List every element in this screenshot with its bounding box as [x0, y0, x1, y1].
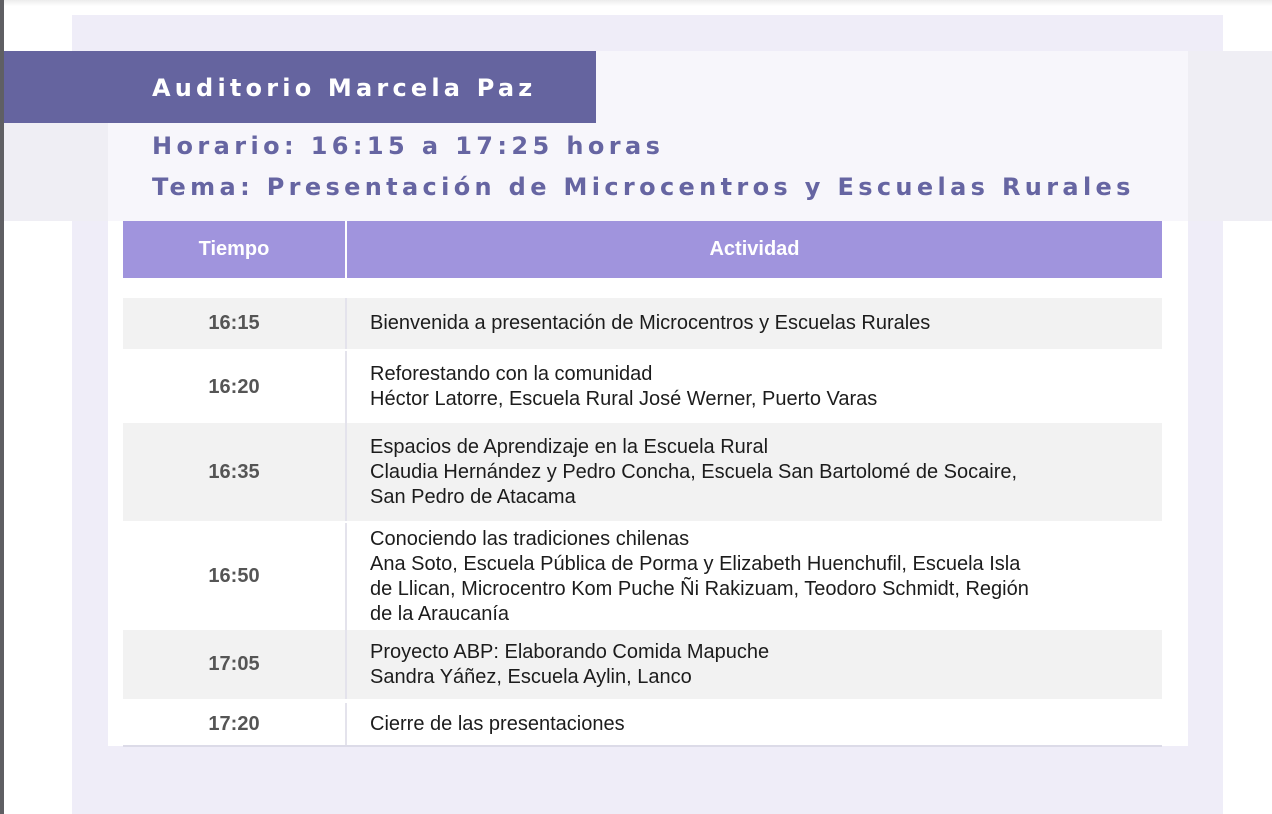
time-cell: 16:50 — [208, 565, 260, 587]
activity-line: Reforestando con la comunidad — [370, 363, 653, 385]
activity-line: de la Araucanía — [370, 602, 509, 625]
activity-cell — [347, 523, 1162, 630]
activity-line: Proyecto ABP: Elaborando Comida Mapuche — [370, 640, 770, 663]
table-bottom-rule — [123, 745, 1162, 747]
time-cell: 16:15 — [123, 298, 345, 349]
activity-line: San Pedro de Atacama — [370, 485, 576, 508]
theme-line: Tema: Presentación de Microcentros y Escuelas Rurales — [152, 173, 1135, 201]
activity-line: Héctor Latorre, Escuela Rural José Werner, Puerto Varas — [370, 388, 878, 410]
activity-line: Cierre de las presentaciones — [370, 712, 625, 735]
table-header — [123, 221, 1162, 278]
time-cell: 17:05 — [123, 630, 345, 699]
activity-line: Claudia Hernández y Pedro Concha, Escuela San Bartolomé de Socaire, — [370, 460, 1018, 483]
table-row — [123, 423, 1162, 521]
schedule-line: Horario: 16:15 a 17:25 horas — [152, 132, 665, 160]
table-row — [123, 298, 1162, 349]
activity-line: Bienvenida a presentación de Microcentros y Escuelas Rurales — [370, 312, 931, 334]
activity-line: de Llican, Microcentro Kom Puche Ñi Rakizuam, Teodoro Schmidt, Región — [370, 577, 1029, 600]
top-edge-shadow — [0, 0, 1272, 6]
activity-line: Sandra Yáñez, Escuela Aylin, Lanco — [370, 665, 692, 688]
activity-cell — [347, 351, 1162, 423]
page-title: Auditorio Marcela Paz — [152, 74, 537, 102]
activity-line: Conociendo las tradiciones chilenas — [370, 527, 690, 550]
activity-cell — [347, 298, 1162, 349]
activity-cell — [347, 423, 1162, 521]
activity-line: Espacios de Aprendizaje en la Escuela Rural — [370, 435, 769, 458]
activity-line: Ana Soto, Escuela Pública de Porma y Elizabeth Huenchufil, Escuela Isla — [370, 552, 1021, 575]
table-row — [123, 523, 1162, 630]
activity-cell — [347, 703, 1162, 745]
time-cell: 16:35 — [123, 423, 345, 521]
column-header-activity: Actividad — [347, 221, 1162, 278]
time-cell: 16:20 — [208, 375, 260, 398]
column-header-time: Tiempo — [123, 221, 345, 278]
table-row — [123, 703, 1162, 745]
activity-cell — [347, 630, 1162, 699]
table-row — [123, 351, 1162, 423]
time-cell: 17:20 — [208, 712, 260, 735]
table-row — [123, 630, 1162, 699]
